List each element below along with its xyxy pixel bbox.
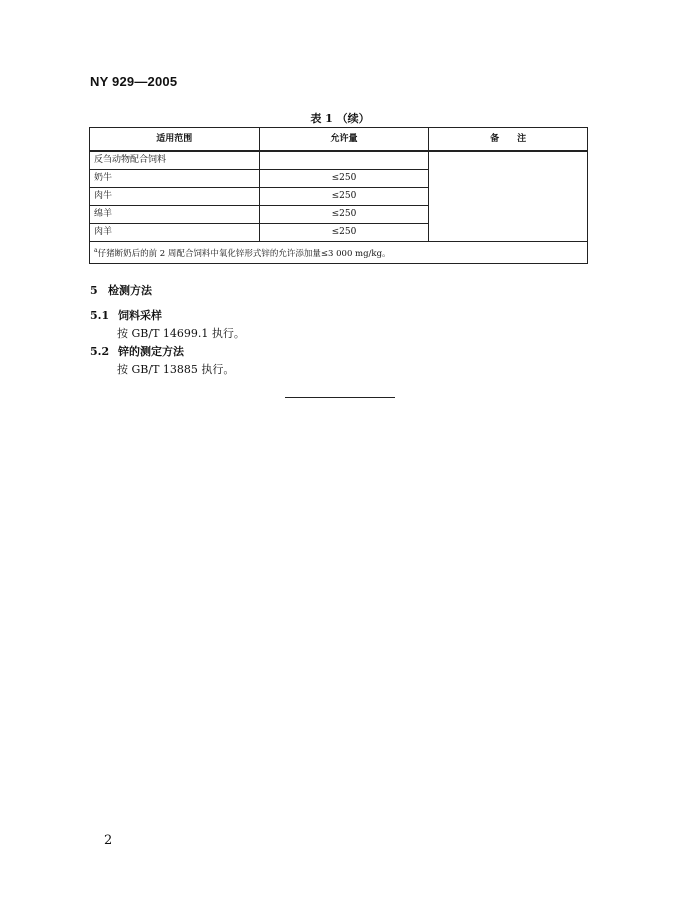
section-title: 检测方法 bbox=[108, 284, 152, 297]
limits-table bbox=[89, 127, 588, 264]
section-number: 5 bbox=[90, 284, 98, 297]
section-number: 5.1 bbox=[90, 309, 110, 322]
section-title: 饲料采样 bbox=[118, 309, 162, 322]
section-number: 5.2 bbox=[90, 345, 110, 358]
column-header-remarks: 备 注 bbox=[429, 128, 588, 152]
standard-code: NY 929—2005 bbox=[90, 74, 178, 89]
column-header-allowance: 允许量 bbox=[259, 128, 429, 152]
section-title: 锌的测定方法 bbox=[118, 345, 184, 358]
footnote-text: 仔猪断奶后的前 2 周配合饲料中氧化锌形式锌的允许添加量≤3 000 mg/kg。 bbox=[97, 248, 391, 259]
footnote-row bbox=[90, 242, 588, 264]
section-heading-5 bbox=[90, 282, 152, 298]
section-body-5-1: 按 GB/T 14699.1 执行。 bbox=[117, 327, 245, 340]
row-value: ≤250 bbox=[259, 206, 429, 224]
category-value bbox=[259, 151, 429, 170]
column-header-scope: 适用范围 bbox=[90, 128, 260, 152]
row-label: 肉牛 bbox=[90, 188, 260, 206]
section-heading-5-2 bbox=[90, 343, 184, 359]
section-body-5-2: 按 GB/T 13885 执行。 bbox=[117, 363, 235, 376]
row-label: 奶牛 bbox=[90, 170, 260, 188]
category-label: 反刍动物配合饲料 bbox=[90, 151, 260, 170]
page-number: 2 bbox=[104, 833, 113, 848]
table-header-row bbox=[90, 128, 588, 152]
row-label: 绵羊 bbox=[90, 206, 260, 224]
row-value: ≤250 bbox=[259, 224, 429, 242]
section-heading-5-1 bbox=[90, 307, 162, 323]
table-row bbox=[90, 151, 588, 170]
row-label: 肉羊 bbox=[90, 224, 260, 242]
row-value: ≤250 bbox=[259, 170, 429, 188]
table-footnote bbox=[90, 242, 588, 264]
footnote-mark: a bbox=[94, 247, 98, 254]
end-rule bbox=[285, 397, 395, 398]
table-caption: 表 1 （续） bbox=[310, 112, 370, 125]
row-value: ≤250 bbox=[259, 188, 429, 206]
remarks-cell bbox=[429, 151, 588, 242]
